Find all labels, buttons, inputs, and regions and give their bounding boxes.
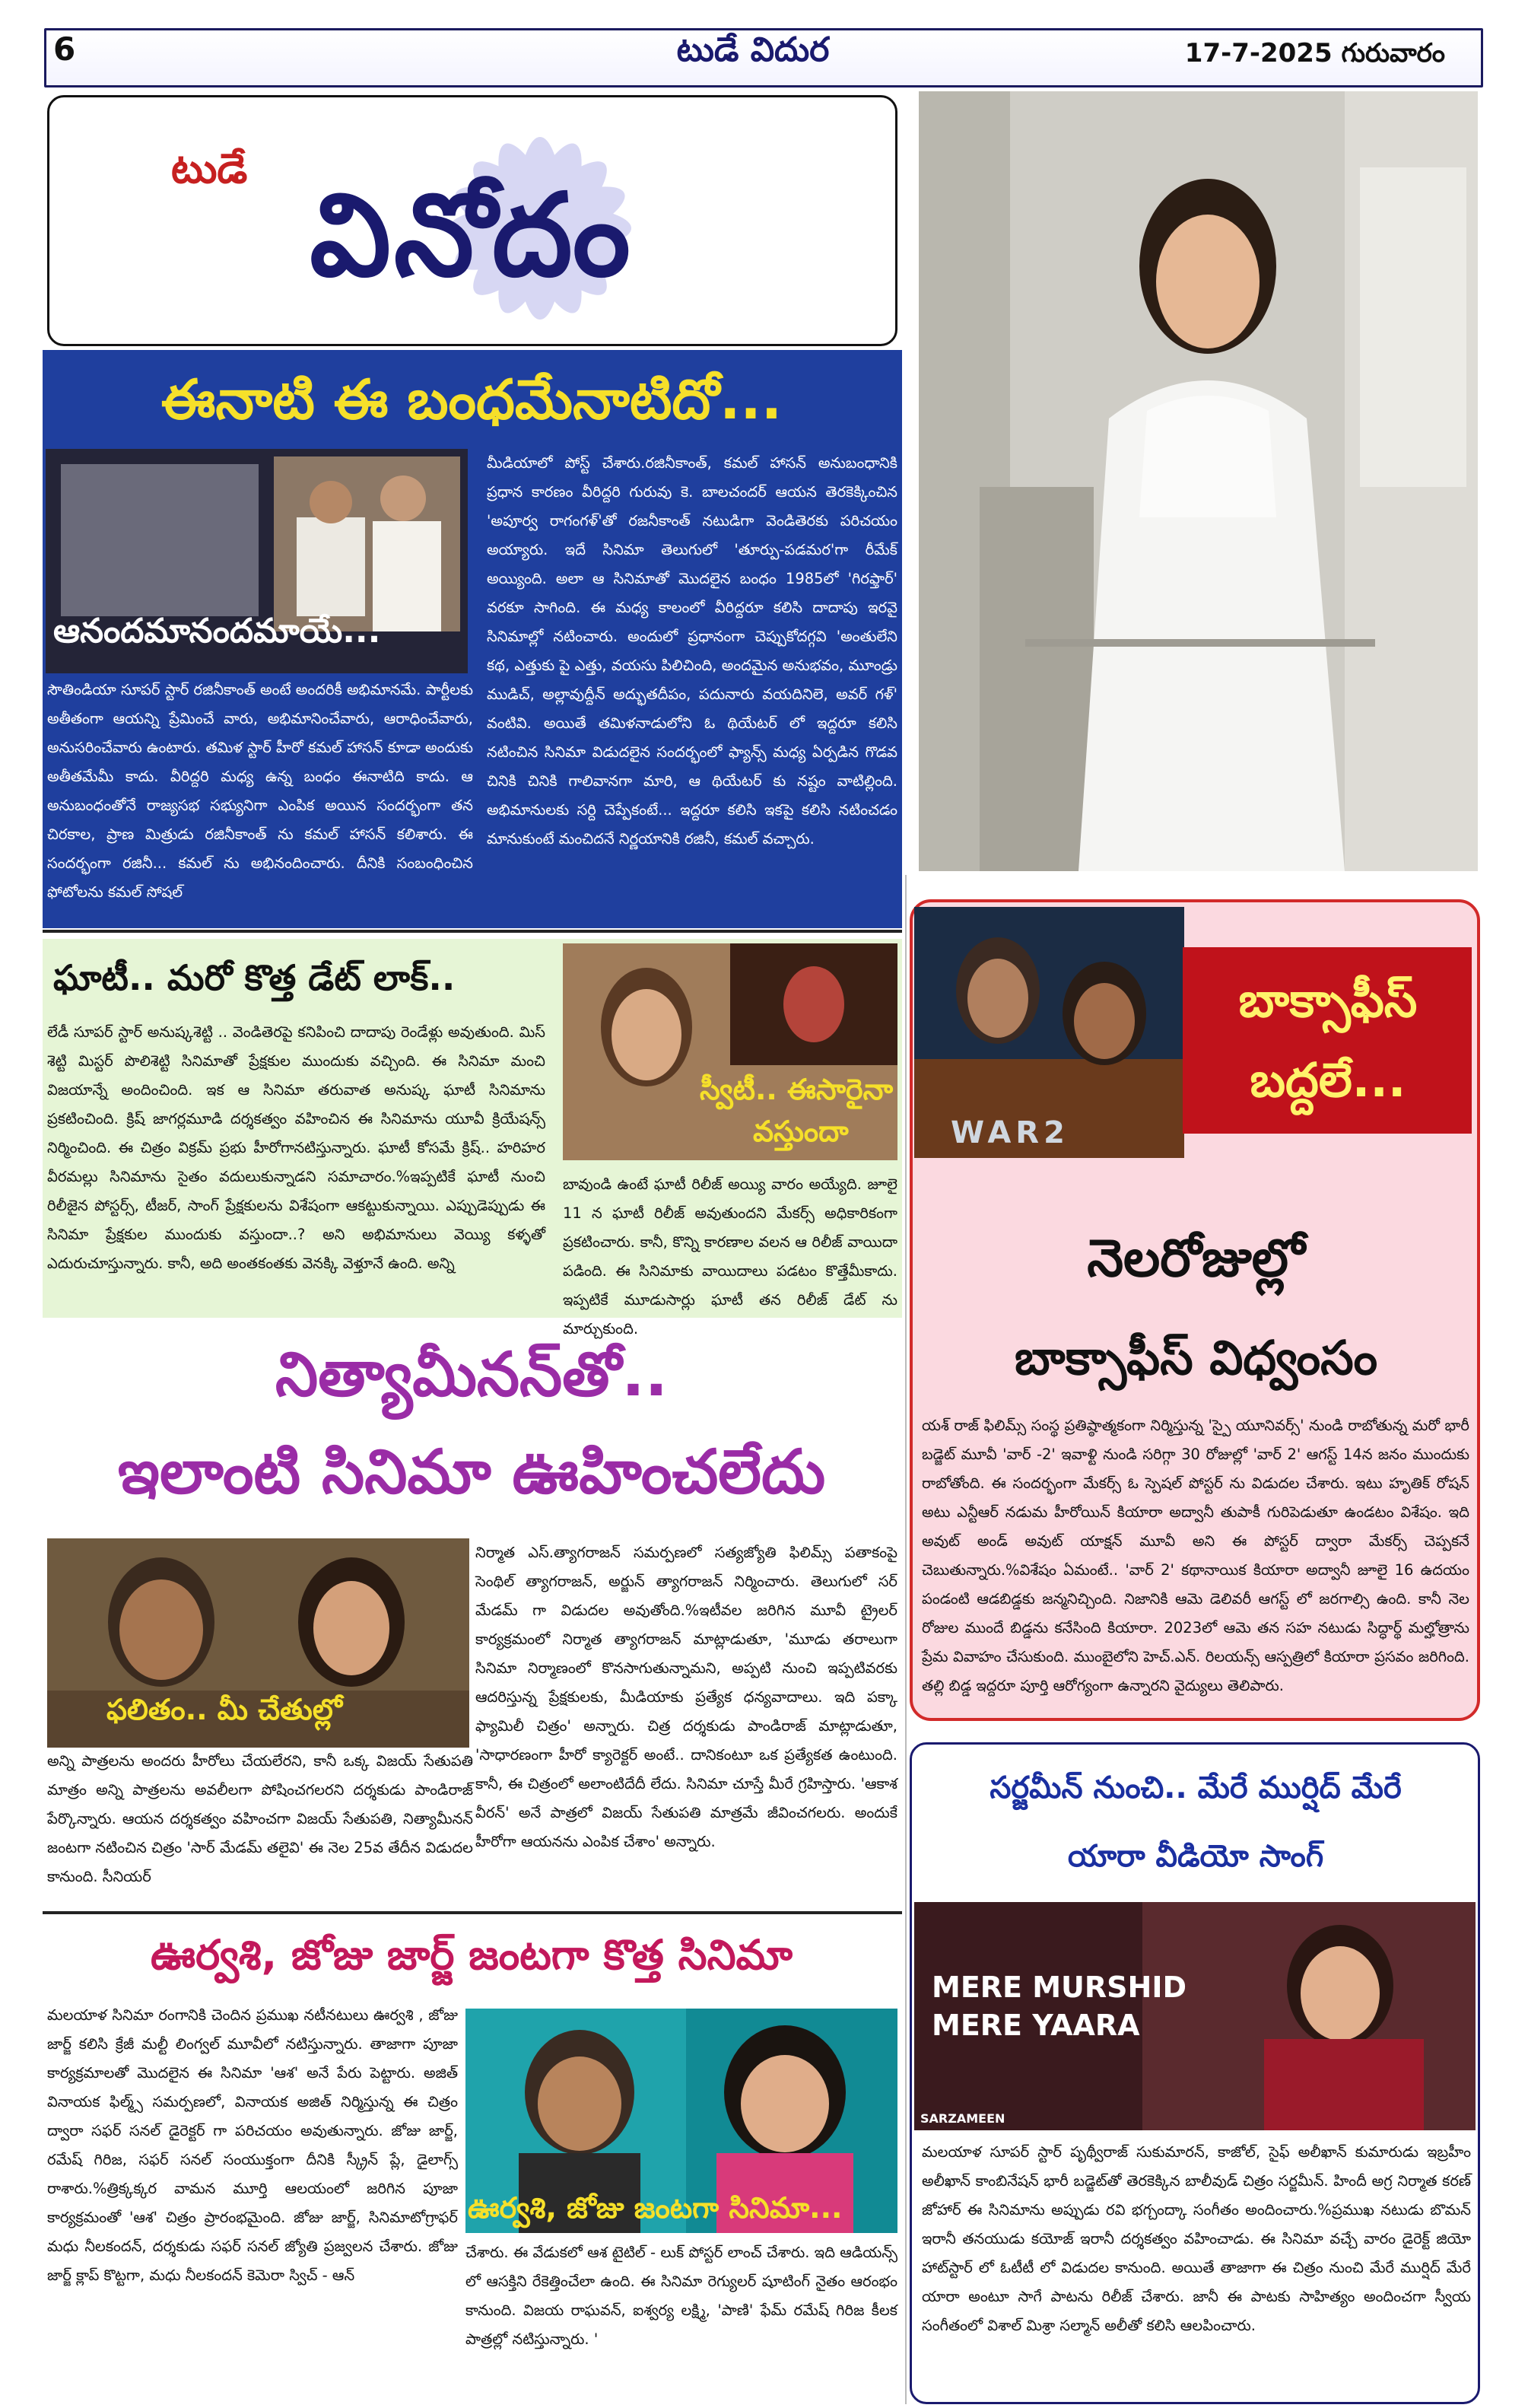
nithya-headline-1: నిత్యామీనన్‌తో.. — [275, 1339, 669, 1410]
rajini-kamal-photo-caption: ఆనందమానందమాయే... — [53, 612, 381, 651]
ghaati-text-right: బావుండి ఉంటే ఘాటీ రిలీజ్ అయ్యి వారం అయ్యేది. జూలై 11 న ఘాటీ రిలీజ్ అవుతుందని మేకర్స్ అధికారికంగా ప్రకటించారు. కానీ, కొన్ని కారణాల వలన ఆ రిలీజ్ వాయిదా పడింది. ఈ సినిమాకు వాయిదాలు పడటం కొత్తేమీకాదు. ఇప్పటికే మూడుసార్లు ఘాటీ తన రిలీజ్ డేట్ ను మార్చుకుంది. — [563, 1175, 897, 1338]
sarzameen-poster-line-1: MERE MURSHID — [932, 1971, 1187, 2004]
column-rule — [905, 875, 907, 2404]
sarzameen-poster-line-2: MERE YAARA — [932, 2009, 1140, 2042]
anushka-photo-caption-2: వస్తుందా — [753, 1115, 849, 1148]
nithya-headline-2: ఇలాంటి సినిమా ఊహించలేదు — [117, 1436, 826, 1507]
page-number: 6 — [53, 30, 76, 68]
sarzameen-headline-2: యారా వీడియో సాంగ్ — [1067, 1839, 1324, 1874]
urvashi-text-left: మలయాళ సినిమా రంగానికి చెందిన ప్రముఖ నటీనటులు ఊర్వశి , జోజు జార్జ్ కలిసి క్రేజీ మల్టీ లింగ్వల్ మూవీలో నటిస్తున్నారు. తాజాగా పూజా కార్యక్రమాలతో మొదలైన ఈ సినిమా 'ఆశ' అనే పేరు పెట్టారు. అజిత్ వినాయక ఫిల్మ్స్ సమర్పణలో, వినాయక అజిత్ నిర్మిస్తున్న ఈ చిత్రం ద్వారా సఫర్ సనల్ డైరెక్టర్ గా పరిచయం అవుతున్నారు. జోజు జార్జ్, రమేష్ గిరిజ, సఫర్ సనల్ సంయుక్తంగా దీనికి స్క్రీన్ ప్లే, డైలాగ్స్ రాశారు.%త్రిక్కక్కర వామన మూర్తి ఆలయంలో జరిగిన పూజా కార్యక్రమంతో 'ఆశ' చిత్రం ప్రారంభమైంది. జోజు జార్జ్, సినిమాటోగ్రాఫర్ మధు నీలకందన్, దర్శకుడు సఫర్ సనల్ జ్యోతి ప్రజ్వలన చేశారు. జోజు జార్జ్ క్లాప్ కొట్టగా, మధు నీలకందన్ కెమెరా స్విచ్ - ఆన్ — [47, 2006, 458, 2284]
masthead-small-title: టుడే — [171, 145, 248, 192]
nithya-text-right: నిర్మాత ఎస్.త్యాగరాజన్ సమర్పణలో సత్యజ్యోతి ఫిలిమ్స్ పతాకంపై సెంథిల్ త్యాగరాజన్, అర్జున్ త్యాగరాజన్ నిర్మించారు. తెలుగులో సర్ మేడమ్ గా విడుదల అవుతోంది.%ఇటీవల జరిగిన మూవీ ట్రైలర్ కార్యక్రమంలో నిర్మాత త్యాగరాజన్ మాట్లాడుతూ, 'మూడు తరాలుగా సినిమా నిర్మాణంలో కొనసాగుతున్నామని, అప్పటి నుంచి ఇప్పటివరకు ఆదరిస్తున్న ప్రేక్షకులకు, మీడియాకు ప్రత్యేక ధన్యవాదాలు. ఇది పక్కా ఫ్యామిలీ చిత్రం' అన్నారు. చిత్ర దర్శకుడు పాండిరాజ్ మాట్లాడుతూ, 'సాధారణంగా హీరో క్యారెక్టర్ అంటే.. దానికంటూ ఒక ప్రత్యేకత ఉంటుంది. కానీ, ఈ చిత్రంలో అలాంటిదేదీ లేదు. సినిమా చూస్తే మీరే గ్రహిస్తారు. 'ఆకాశ వీరన్' అనే పాత్రలో విజయ్ సేతుపతి మాత్రమే జీవించగలరు. అందుకే హీరోగా ఆయనను ఎంపిక చేశాం' అన్నారు. — [475, 1544, 897, 1850]
sarzameen-poster-small: SARZAMEEN — [920, 2111, 1005, 2126]
sarzameen-text: మలయాళ సూపర్ స్టార్ పృథ్వీరాజ్ సుకుమారన్, కాజోల్, సైఫ్ అలీఖాన్ కుమారుడు ఇబ్రహీం అలీఖాన్ కాంబినేషన్ భారీ బడ్జెట్‌తో తెరకెక్కిన బాలీవుడ్ చిత్రం సర్జమీన్. హిందీ అగ్ర నిర్మాత కరణ్ జోహార్ ఈ సినిమాను అప్పుడు రవి భగ్చంద్కా సంగీతం అందించారు.%ప్రముఖ నటుడు బొమన్ ఇరానీ తనయుడు కయోజ్ ఇరానీ దర్శకత్వం వహించాడు. ఈ సినిమా వచ్చే వారం డైరెక్ట్ జియో హాట్‌స్టార్ లో ఓటీటీ లో విడుదల కానుంది. అయితే తాజాగా ఈ చిత్రం నుంచి మేరే ముర్షిద్ మేరే యారా అంటూ సాగే పాటను రిలీజ్ చేశారు. జానీ ఈ పాటకు సాహిత్యం అందించగా స్వీయ సంగీతంలో విశాల్ మిశ్రా సల్మాన్ అలీతో కలిసి ఆలపించారు. — [922, 2143, 1471, 2334]
rajini-kamal-headline: ఈనాటి ఈ బంధమేనాటిదో... — [160, 367, 783, 431]
urvashi-text-right: చేశారు. ఈ వేడుకలో ఆశ టైటిల్ - లుక్ పోస్టర్ లాంచ్ చేశారు. ఇది ఆడియన్స్ లో ఆసక్తిని రేకెత్తించేలా ఉంది. ఈ సినిమా రెగ్యులర్ షూటింగ్ నైతం ఆరంభం కానుంది. విజయ రాఘవన్, ఐశ్వర్య లక్ష్మి, 'పాణి' ఫేమ్ రమేష్ గిరిజ కీలక పాత్రల్లో నటిస్తున్నారు. ' — [465, 2244, 897, 2348]
masthead-title: వినోదం — [310, 170, 634, 302]
sarzameen-headline-1: సర్జమీన్ నుంచి.. మేరే ముర్షిద్ మేరే — [990, 1770, 1402, 1805]
urvashi-headline: ఊర్వశి, జోజు జార్జ్ జంటగా కొత్త సినిమా — [151, 1931, 793, 1979]
war2-text: యశ్ రాజ్ ఫిలిమ్స్ సంస్థ ప్రతిష్ఠాత్మకంగా నిర్మిస్తున్న 'స్పై యూనివర్స్' నుండి రాబోతున్న మరో భారీ బడ్జెట్ మూవీ 'వార్ -2' ఇవాళ్టి నుండి సరిగ్గా 30 రోజుల్లో 'వార్ 2' ఆగస్ట్ 14న జనం ముందుకు రాబోతోంది. ఈ సందర్భంగా మేకర్స్ ఓ స్పెషల్ పోస్టర్ ను విడుదల చేశారు. ఇటు హృతిక్ రోషన్ అటు ఎన్టీఆర్ నడుమ హీరోయిన్ కియారా అద్వానీ తుపాకీ గురిపెడుతూ ఉండటం విశేషం. ఇది అవుట్ అండ్ అవుట్ యాక్షన్ మూవీ అని ఈ పోస్టర్ ద్వారా మేకర్స్ చెప్పకనే చెబుతున్నారు.%విశేషం ఏమంటే.. 'వార్ 2' కథానాయిక కియారా అద్వానీ జూలై 16 ఉదయం పండంటి ఆడబిడ్డకు జన్మనిచ్చింది. నిజానికి ఆమె డెలివరీ ఆగస్ట్ లో జరగాల్సి ఉంది. కానీ నెల రోజుల ముందే బిడ్డను కనేసింది కియారా. 2023లో ఆమె తన సహ నటుడు సిద్ధార్థ్ మల్హోత్రాను ప్రేమ వివాహం చేసుకుంది. ముంబైలోని హెచ్.ఎన్. రిలయన్స్ ఆస్పత్రిలో కియారా ప్రసవం జరిగింది. తల్లి బిడ్డ ఇద్దరూ పూర్తి ఆరోగ్యంగా ఉన్నారని వైద్యులు తెలిపారు. — [922, 1417, 1469, 1694]
boxoffice-stamp-line-1: బాక్సాఫీస్ — [1238, 972, 1418, 1028]
divider — [43, 930, 902, 933]
nithya-text-left: అన్ని పాత్రలను అందరు హీరోలు చేయలేరని, కానీ ఒక్క విజయ్ సేతుపతి మాత్రం అన్ని పాత్రలను అవలీలగా పోషించగలరని దర్శకుడు పాండిరాజ్ పేర్కొన్నారు. ఆయన దర్శకత్వం వహించగా విజయ్ సేతుపతి, నిత్యామీనన్ జంటగా నటించిన చిత్రం 'సార్ మేడమ్ తలైవి' ఈ నెల 25వ తేదీన విడుదల కానుంది. సీనియర్ — [47, 1752, 473, 1885]
newspaper-name: టుడే విదుర — [676, 30, 830, 69]
vijay-nithya-caption: ఫలితం.. మీ చేతుల్లో — [106, 1693, 342, 1726]
boxoffice-stamp-line-2: బద్దలే... — [1250, 1052, 1406, 1108]
ghaati-text-left: లేడీ సూపర్ స్టార్ అనుష్కశెట్టి .. వెండితెరపై కనిపించి దాదాపు రెండేళ్లు అవుతుంది. మిస్ శెట్టి మిస్టర్ పొలిశెట్టి సినిమాతో ప్రేక్షకుల ముందుకు వచ్చింది. ఈ సినిమా మంచి విజయాన్నే అందించింది. ఇక ఆ సినిమా తరువాత అనుష్క ఘాటీ సినిమాను ప్రకటించింది. క్రిష్ జాగర్లమూడి దర్శకత్వం వహించిన ఈ సినిమాను యూవీ క్రియేషన్స్ నిర్మించింది. ఈ చిత్రం విక్రమ్ ప్రభు హీరోగానటిస్తున్నారు. ఘాటీ కోసమే క్రిష్.. హరిహర వీరమల్లు సినిమాను సైతం వదులుకున్నాడని సమాచారం.%ఇప్పటికే ఘాటీ నుంచి రిలీజైన పోస్టర్స్, టీజర్, సాంగ్ ప్రేక్షకులను విశేషంగా ఆకట్టుకున్నాయి. ఎప్పుడెప్పుడు ఈ సినిమా ప్రేక్షకుల ముందుకు వస్తుందా..? అని అభిమానులు వెయ్యి కళ్ళతో ఎదురుచూస్తున్నారు. కానీ, అది అంతకంతకు వెనక్కి వెళ్తూనే ఉంది. అన్ని — [47, 1023, 545, 1272]
actress-photo — [919, 91, 1478, 871]
ghaati-headline: ఘాటీ.. మరో కొత్త డేట్ లాక్.. — [53, 957, 456, 998]
war2-poster-title: WAR2 — [951, 1115, 1069, 1150]
issue-date: 17-7-2025 గురువారం — [1184, 38, 1445, 68]
anushka-photo-caption-1: స్వీటీ.. ఈసారైనా — [700, 1073, 894, 1106]
rajini-kamal-text-right: మీడియాలో పోస్ట్ చేశారు.రజినీకాంత్, కమల్ హాసన్ అనుబంధానికి ప్రధాన కారణం వీరిద్దరి గురువు కె. బాలచందర్ ఆయన తెరకెక్కించిన 'అపూర్వ రాగంగళ్'తో రజనీకాంత్ నటుడిగా వెండితెరకు పరిచయం అయ్యారు. ఇదే సినిమా తెలుగులో 'తూర్పు-పడమర'గా రీమేక్ అయ్యింది. అలా ఆ సినిమాతో మొదలైన బంధం 1985లో 'గిరఫ్తార్' వరకూ సాగింది. ఈ మధ్య కాలంలో వీరిద్దరూ కలిసి దాదాపు ఇరవై సినిమాల్లో నటించారు. అందులో ప్రధానంగా చెప్పుకోదగ్గవి 'అంతులేని కథ, ఎత్తుకు పై ఎత్తు, వయసు పిలిచింది, అందమైన అనుభవం, మూండ్రు ముడిచ్, అల్లావుద్దీన్ అద్భుతదీపం, పదునారు వయదినిలె, అవర్ గళ్' వంటివి. అయితే తమిళనాడులోని ఓ థియేటర్ లో ఇద్దరూ కలిసి నటించిన సినిమా విడుదలైన సందర్భంలో ఫ్యాన్స్ మధ్య ఏర్పడిన గొడవ చినికి చినికి గాలివానగా మారి, ఆ థియేటర్ కు నష్టం వాటిల్లింది. అభిమానులకు సర్ది చెప్పేకంటే... ఇద్దరూ కలిసి ఇకపై కలిసి నటించడం మానుకుంటే మంచిదనే నిర్ణయానికి రజినీ, కమల్ వచ్చారు. — [487, 454, 897, 848]
urvashi-joju-caption: ఊర్వశి, జోజు జంటగా సినిమా... — [468, 2191, 843, 2225]
war2-headline-2: బాక్సాఫీస్ విధ్వంసం — [1014, 1330, 1378, 1385]
rajini-kamal-text-left: సౌతిండియా సూపర్ స్టార్ రజినీకాంత్ అంటే అందరికీ అభిమానమే. పార్టీలకు అతీతంగా ఆయన్ని ప్రేమించే వారు, అభిమానించేవారు, ఆరాధించేవారు, అనుసరించేవారు ఉంటారు. తమిళ స్టార్ హీరో కమల్ హాసన్ కూడా అందుకు అతీతమేమీ కాదు. వీరిద్దరి మధ్య ఉన్న బంధం ఈనాటిది కాదు. ఆ అనుబంధంతోనే రాజ్యసభ సభ్యునిగా ఎంపిక అయిన సందర్భంగా తన చిరకాల, ప్రాణ మిత్రుడు రజినీకాంత్ ను కమల్ హాసన్ కలిశారు. ఈ సందర్భంగా రజినీ... కమల్ ను అభినందించారు. దీనికి సంబంధించిన ఫోటోలను కమల్ సోషల్ — [47, 681, 474, 901]
divider — [43, 1911, 902, 1914]
war2-headline-1: నెలరోజుల్లో — [1087, 1229, 1305, 1289]
